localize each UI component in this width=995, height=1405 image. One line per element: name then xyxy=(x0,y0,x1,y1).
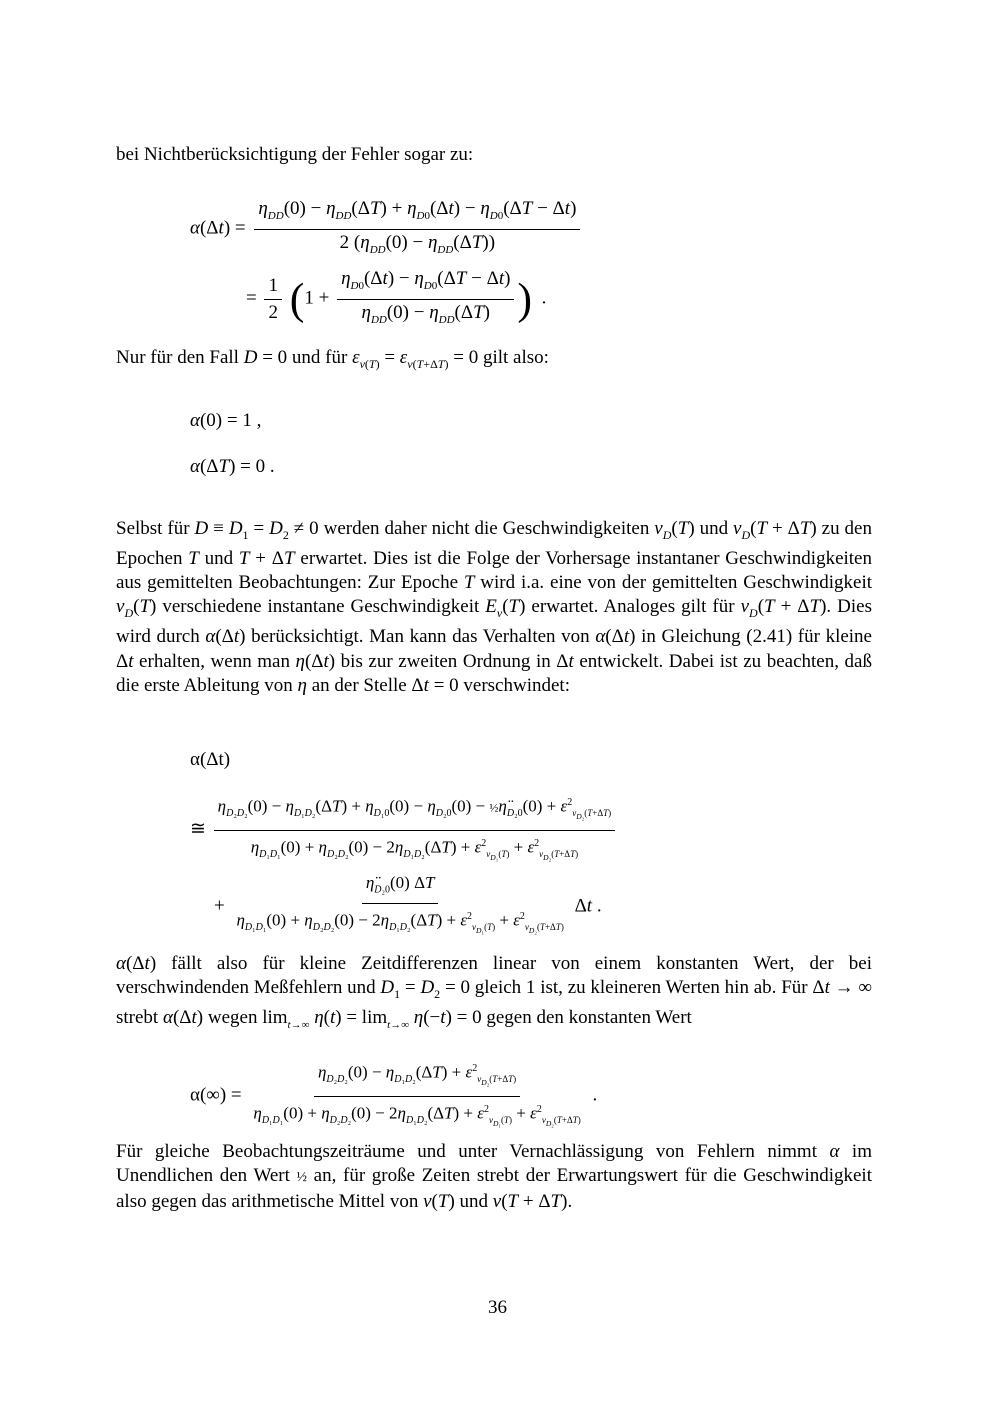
equation-alpha-zero: α(0) = 1 , xyxy=(190,410,262,431)
case-zero-sentence: Nur für den Fall D = 0 und für $\varepsilon_{v(T)} = \varepsilon_{v(T+\Delta T)} = 0$ gilt also: xyxy=(116,347,549,371)
equation-alpha-dt-line1: α(Δt) = $\frac{\eta_{DD}(0) - \eta_{DD}(\Delta T) + \eta_{D0}(\Delta t) - \eta_{D0}(\Delta T - \Delta t)}{2 (\eta_{DD}(0) - \eta_{DD}(\Delta T))}$ xyxy=(190,198,583,261)
page-number: 36 xyxy=(488,1297,507,1318)
equation-alpha-inf: α(∞) = $\frac{\eta_{D_2D_2}(0) - \eta_{D_1D_2}(\Delta T) + \varepsilon^2_{v_{D_2}(T+\Delta T)}}{\eta_{D_1D_1}(0) + \eta_{D_2D_2}(0) - 2\eta_{D_1D_2}(\Delta T) + \varepsilon^2_{v_{D_1}(T)} + \varepsilon^2_{v_{D_2}(T+\Delta T)}}$ . xyxy=(190,1058,597,1135)
paragraph-final: Für gleiche Beobachtungszeiträume und unter Vernachlässigung von Fehlern nimmt α im Unendlichen den Wert ½ an, für große Zeiten strebt der Erwartungswert für die Geschwindigkeit also gegen das arithmetische Mittel von v(T) und v(T + ΔT). xyxy=(116,1141,872,1213)
equation-expansion-term2: + $\frac{\etä_{D_20}(0) \Delta T}{\eta_{D_1D_1}(0) + \eta_{D_2D_2}(0) - 2\eta_{D_1D_2}(\Delta T) + \varepsilon^2_{v_{D_1}(T)} + \varepsilon^2_{v_{D_2}(T+\Delta T)}}$ Δt . xyxy=(214,873,602,936)
paragraph-faellt: α(Δt) fällt also für kleine Zeitdifferenzen linear von einem konstanten Wert, der bei verschwindenden Meßfehlern und $D_1 = D_2 = 0$ gleich 1 ist, zu kleineren Werten hin ab. Für Δt → ∞ strebt α(Δt) wegen $\lim_{t\to\infty} \eta(t) = \lim_{t\to\infty} \eta(-t) = 0$ gegen den konstanten Wert xyxy=(116,953,872,1031)
equation-alpha-dt-label: α(Δt) xyxy=(190,749,231,770)
equation-alpha-dt-line2: = $\frac{1}{2}$ (1 + $\frac{\eta_{D0}(\Delta t) - \eta_{D0}(\Delta T - \Delta t)}{\eta_{DD}(0) - \eta_{DD}(\Delta T)}$ ) . xyxy=(246,268,547,326)
equation-expansion-term1: ≅ $\eta_{D_2D_2}(0) - \eta_{D_1D_2}(\Delta T) + \eta_{D_10}(0) - \eta_{D_20}(0)$ − $\frac{1}{2}\etä_{D_20}(0) + \varepsilon^2_{v_{D_2}(T+\Delta T)}$ $\eta_{D_1D_1}(0) + \eta_{D_2D_2}(0) - 2\eta_{D_1D_2}(\Delta T) + \varepsilon^2_{v_{D_1}(T)} + \varepsilon^2_{v_{D_2}(T+\Delta T)}$ xyxy=(190,792,618,869)
paragraph-selbst: Selbst für $D \equiv D_1 = D_2 \ne 0$ werden daher nicht die Geschwindigkeiten $v_D(T)$ und $v_D(T + \Delta T)$ zu den Epochen T und T + ΔT erwartet. Dies ist die Folge der Vorhersage instantaner Geschwindigkeiten aus gemittelten Beobachtungen: Zur Epoche T wird i.a. eine von der gemittelten Geschwindigkeit $v_D(T)$ verschiedene instantane Geschwindigkeit $E_v(T)$ erwartet. Analoges gilt für $v_D(T + \Delta T)$. Dies wird durch α(Δt) berücksichtigt. Man kann das Verhalten von α(Δt) in Gleichung (2.41) für kleine Δt erhalten, wenn man η(Δt) bis zur zweiten Ordnung in Δt entwickelt. Dabei ist zu beachten, daß die erste Ableitung von η an der Stelle Δt = 0 verschwindet: xyxy=(116,518,873,696)
equation-alpha-DT: α(ΔT) = 0 . xyxy=(190,456,275,477)
intro-sentence: bei Nichtberücksichtigung der Fehler sogar zu: xyxy=(116,144,474,165)
